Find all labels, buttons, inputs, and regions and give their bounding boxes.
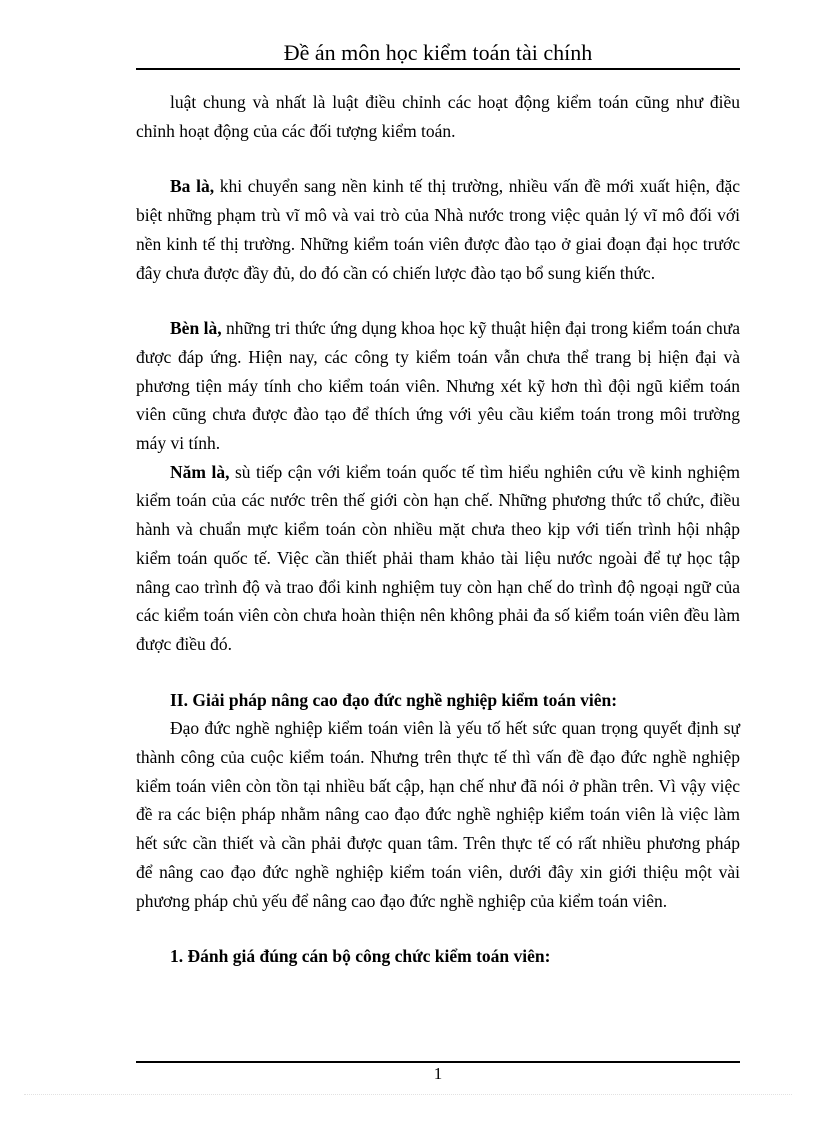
subsection-heading-1: 1. Đánh giá đúng cán bộ công chức kiểm toán viên: bbox=[170, 946, 551, 967]
document-header-title: Đề án môn học kiểm toán tài chính bbox=[283, 40, 593, 65]
paragraph-text: khi chuyển sang nền kinh tế thị trường, nhiều vấn đề mới xuất hiện, đặc biệt những phạm trù vĩ mô và vai trò của Nhà nước trong việc quản lý vĩ mô đối với nền kinh tế thị trường. Những kiểm toán viên được đào tạo ở giai đoạn đại học trước đây chưa được đầy đủ, do đó cần có chiến lược đào tạo bổ sung kiến thức. bbox=[136, 176, 740, 283]
paragraph-text: những tri thức ứng dụng khoa học kỹ thuật hiện đại trong kiểm toán chưa được đáp ứng. Hiện nay, các công ty kiểm toán vẫn chưa thể trang bị hiện đại và phương tiện máy tính cho kiểm toán viên. Nhưng xét kỹ hơn thì đội ngũ kiểm toán viên cũng chưa được đào tạo để thích ứng với yêu cầu kiểm toán trong môi trường máy vi tính. bbox=[136, 318, 740, 454]
paragraph-ben-la bbox=[136, 314, 740, 458]
paragraph-lead: Ba là, bbox=[170, 176, 215, 197]
paragraph-text: Đạo đức nghề nghiệp kiểm toán viên là yếu tố hết sức quan trọng quyết định sự thành công của cuộc kiểm toán. Nhưng trên thực tế thì vấn đề đạo đức nghề nghiệp kiểm toán viên còn tồn tại nhiều bất cập, hạn chế như đã nói ở phần trên. Vì vậy việc đề ra các biện pháp nhằm nâng cao đạo đức nghề nghiệp kiểm toán viên là việc làm hết sức cần thiết và cần phải được quan tâm. Trên thực tế có rất nhiều phương pháp để nâng cao đạo đức nghề nghiệp kiểm toán viên, dưới đây xin giới thiệu một vài phương pháp chủ yếu để nâng cao đạo đức nghề nghiệp của kiểm toán viên. bbox=[136, 718, 740, 911]
paragraph-nam-la bbox=[136, 458, 740, 659]
page-edge-divider bbox=[24, 1094, 792, 1095]
paragraph-dao-duc bbox=[136, 714, 740, 915]
document-body bbox=[136, 88, 740, 971]
section-heading-ii: II. Giải pháp nâng cao đạo đức nghề nghiệp kiểm toán viên: bbox=[170, 689, 618, 710]
paragraph-ba-la bbox=[136, 172, 740, 287]
paragraph-lead: Bèn là, bbox=[170, 318, 222, 339]
paragraph-text: luật chung và nhất là luật điều chỉnh các hoạt động kiểm toán cũng như điều chỉnh hoạt động của các đối tượng kiểm toán. bbox=[136, 92, 740, 141]
page-number: 1 bbox=[433, 1064, 443, 1083]
paragraph-text: sù tiếp cận với kiểm toán quốc tế tìm hiểu nghiên cứu về kinh nghiệm kiểm toán của các nước trên thế giới còn hạn chế. Những phương thức tổ chức, điều hành và chuẩn mực kiểm toán còn nhiều mặt chưa theo kịp với tiến trình hội nhập kiểm toán quốc tế. Việc cần thiết phải tham khảo tài liệu nước ngoài để tự học tập nâng cao trình độ và trao đổi kinh nghiệm tuy còn hạn chế do trình độ ngoại ngữ của các kiểm toán viên còn chưa hoàn thiện nên không phải đa số kiểm toán viên đều làm được điều đó. bbox=[136, 461, 740, 654]
header-rule bbox=[136, 68, 740, 70]
paragraph-lead: Năm là, bbox=[170, 461, 230, 482]
footer-rule bbox=[136, 1061, 740, 1063]
paragraph-continuation bbox=[136, 88, 740, 145]
